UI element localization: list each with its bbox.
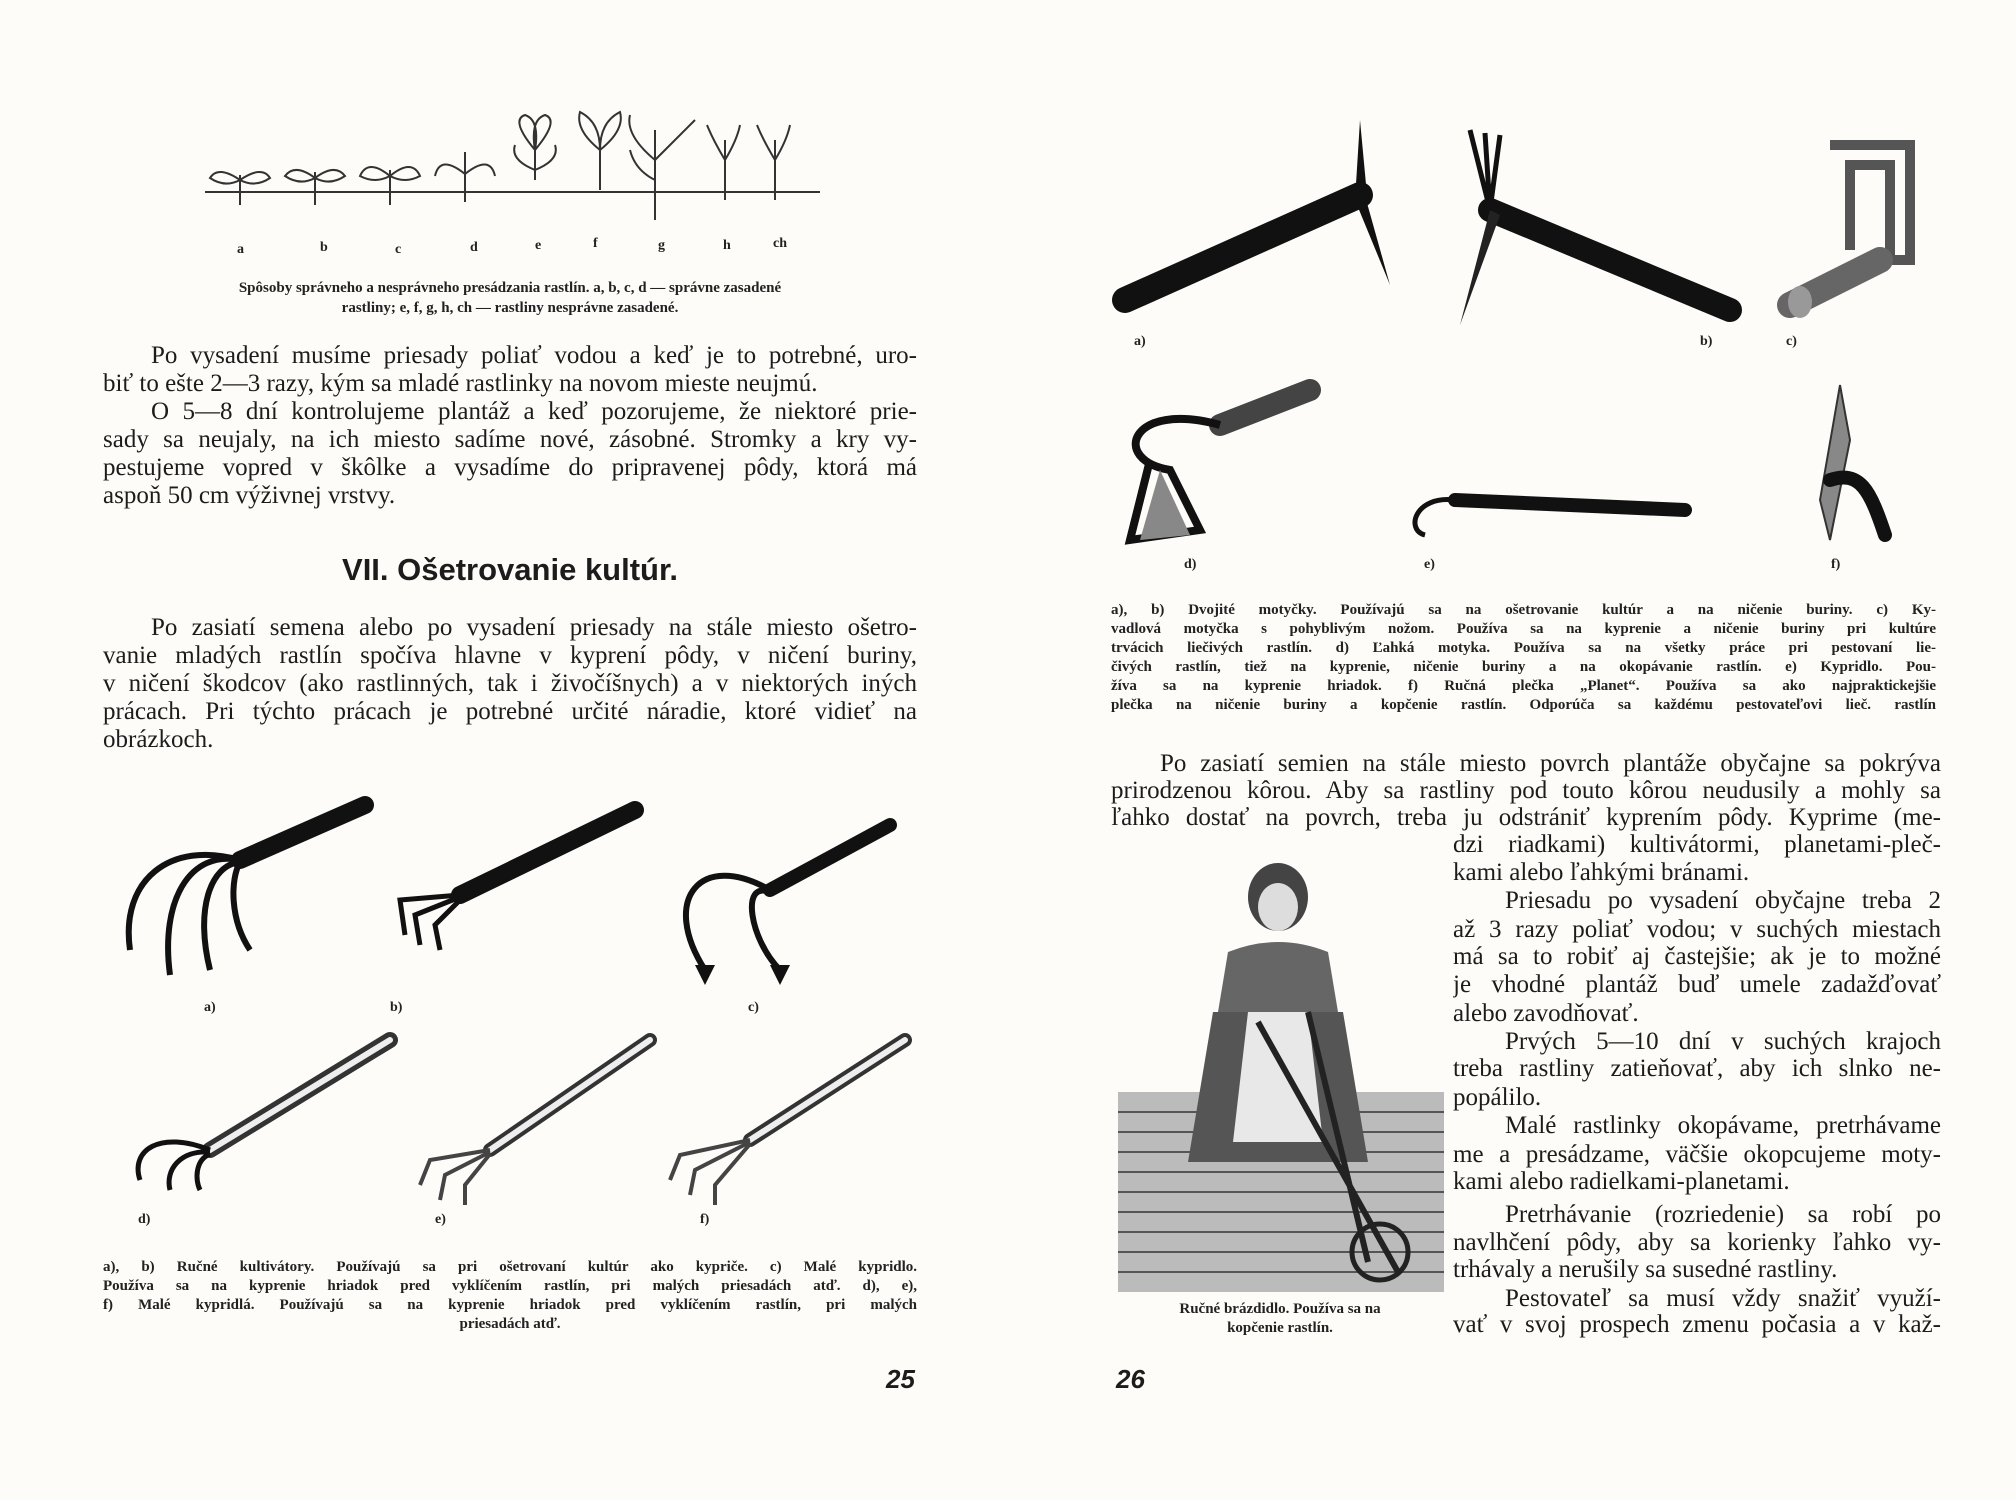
figure-label: c) [748, 1000, 759, 1015]
figure-caption-line: Používa sa na kyprenie hriadok pred vyklíčením rastlín, pri malých priesadách atď. d), e), [103, 1278, 917, 1294]
seedling-label: f [593, 236, 598, 251]
column-line: Malé rastlinky okopávame, pretrhávame [1505, 1112, 1941, 1139]
cultivator-b-illustration [380, 800, 640, 960]
figure-label: a) [204, 1000, 216, 1015]
figure-caption-line: f) Malé kypridlá. Používajú sa na kyprenie hriadok pred vyklíčením rastlín, pri malých [103, 1297, 917, 1313]
cultivator-e-illustration [1395, 480, 1695, 540]
paragraph-line: pestujeme vopred v škôlke a vysadíme do pripravenej pôdy, ktorá má [103, 454, 917, 481]
figure-label: a) [1134, 334, 1146, 349]
seedlings-illustration [200, 110, 830, 260]
paragraph-line: Po zasiatí semien na stále miesto povrch plantáže obyčajne sa pokrýva [1160, 750, 1941, 777]
seedling-label: ch [773, 236, 787, 251]
figure-caption-line: priesadách atď. [459, 1316, 561, 1332]
figure-caption-line: čivých rastlín, tiež na kyprenie, ničenie buriny a na okopávanie rastlín. e) Kypridlo. Pou- [1111, 659, 1936, 675]
column-line: Prvých 5—10 dní v suchých krajoch [1505, 1028, 1941, 1055]
page-number: 26 [1116, 1364, 1145, 1394]
seedling-label: c [395, 242, 402, 257]
paragraph-line: biť to ešte 2—3 razy, kým sa mladé rastlinky na novom mieste neujmú. [103, 370, 818, 397]
small-cultivator-c-illustration [660, 820, 900, 990]
pendulum-hoe-c-illustration [1780, 140, 1930, 315]
seedling-label: g [658, 238, 665, 253]
column-line: alebo zavodňovať. [1453, 1000, 1639, 1027]
planet-hoe-f-illustration [1770, 380, 1920, 550]
column-line: Pretrhávanie (rozriedenie) sa robí po [1505, 1201, 1941, 1228]
figure-label: e) [435, 1212, 446, 1227]
paragraph-line: vanie mladých rastlín spočíva hlavne v kyprení pôdy, v ničení buriny, [103, 642, 917, 669]
column-line: trhávaly a nerušily sa susedné rastliny. [1453, 1256, 1838, 1283]
figure-label: e) [1424, 557, 1435, 572]
small-cultivator-e-illustration [400, 1020, 660, 1210]
seedling-label: a [237, 242, 244, 257]
column-line: má sa to robiť aj častejšie; ak je to možné [1453, 943, 1941, 970]
small-cultivator-f-illustration [660, 1020, 920, 1210]
figure-label: f) [700, 1212, 710, 1227]
woman-with-hand-plough-illustration [1118, 862, 1444, 1294]
column-line: je vhodné plantáž buď umele zadažďovať [1453, 971, 1941, 998]
column-line: Pestovateľ sa musí vždy snažiť využí- [1505, 1285, 1941, 1312]
figure-caption-line: žíva sa na kyprenie hriadok. f) Ručná plečka „Planet“. Používa sa ako najpraktickejšie [1111, 678, 1936, 694]
paragraph-line: v ničení škodcov (ako rastlinných, tak i živočíšnych) a v niektorých iných [103, 670, 917, 697]
column-line: až 3 razy poliať vodou; v suchých miestach [1453, 916, 1941, 943]
figure-label: b) [390, 1000, 403, 1015]
figure-caption-line: vadlová motyčka s pohyblivým nožom. Používa sa na kyprenie a ničenie buriny pri kultúre [1111, 621, 1936, 637]
figure-label: c) [1786, 334, 1797, 349]
column-line: Priesadu po vysadení obyčajne treba 2 [1505, 887, 1941, 914]
column-line: vať v svoj prospech zmenu počasia a v kaž- [1453, 1311, 1941, 1338]
illustration-caption-line: Ručné brázdidlo. Používa sa na [1179, 1301, 1381, 1317]
seedling-label: h [723, 238, 731, 253]
paragraph-line: Po zasiatí semena alebo po vysadení priesady na stále miesto ošetro- [151, 614, 917, 641]
double-hoe-b-illustration [1430, 125, 1750, 325]
column-line: kami alebo radielkami-planetami. [1453, 1168, 1790, 1195]
paragraph-line: Po vysadení musíme priesady poliať vodou a keď je to potrebné, uro- [151, 342, 917, 369]
column-line: dzi riadkami) kultivátormi, planetami-pleč- [1453, 831, 1941, 858]
column-line: kami alebo ľahkými bránami. [1453, 859, 1750, 886]
paragraph-line: obrázkoch. [103, 726, 214, 753]
paragraph-line: ľahko dostať na povrch, treba ju odstrániť kyprením pôdy. Kyprime (me- [1111, 804, 1941, 831]
figure-label: b) [1700, 334, 1713, 349]
figure-caption-line: plečka na ničenie buriny a kopčenie rastlín. Odporúča sa každému pestovateľovi lieč. rastlín [1111, 697, 1936, 713]
seedling-label: d [470, 240, 478, 255]
figure-caption-line: a), b) Ručné kultivátory. Používajú sa pri ošetrovaní kultúr ako kypriče. c) Malé kypridlo. [103, 1259, 917, 1275]
page-number: 25 [886, 1364, 915, 1394]
small-cultivator-d-illustration [110, 1020, 400, 1200]
column-line: treba rastliny zatieňovať, aby ich slnko ne- [1453, 1055, 1941, 1082]
seedling-label: b [320, 240, 328, 255]
column-line: me a presádzame, väčšie okopcujeme moty- [1453, 1141, 1941, 1168]
column-line: navlhčení pôdy, aby sa korienky ľahko vy- [1453, 1229, 1941, 1256]
seedling-caption-line: Spôsoby správneho a nesprávneho presádzania rastlín. a, b, c, d — správne zasadené [238, 280, 782, 296]
figure-label: f) [1831, 557, 1841, 572]
paragraph-line: prirodzenou kôrou. Aby sa rastliny pod touto kôrou neudusily a mohly sa [1111, 777, 1941, 804]
cultivator-a-illustration [110, 800, 380, 990]
figure-caption-line: a), b) Dvojité motyčky. Používajú sa na ošetrovanie kultúr a na ničenie buriny. c) Ky- [1111, 602, 1936, 618]
figure-caption-line: trvácich liečivých rastlín. d) Ľahká motyka. Používa sa na všetky práce pri pestovaní lie- [1111, 640, 1936, 656]
figure-label: d) [1184, 557, 1197, 572]
paragraph-line: sady sa neujaly, na ich miesto sadíme nové, zásobné. Stromky a kry vy- [103, 426, 917, 453]
figure-label: d) [138, 1212, 151, 1227]
seedling-caption-line: rastliny; e, f, g, h, ch — rastliny nesprávne zasadené. [341, 300, 679, 316]
illustration-caption-line: kopčenie rastlín. [1227, 1320, 1333, 1336]
paragraph-line: prácach. Pri týchto prácach je potrebné určité náradie, ktoré vidieť na [103, 698, 917, 725]
double-hoe-a-illustration [1105, 115, 1405, 325]
column-line: popálilo. [1453, 1084, 1542, 1111]
light-hoe-d-illustration [1110, 370, 1330, 550]
paragraph-line: O 5—8 dní kontrolujeme plantáž a keď pozorujeme, že niektoré prie- [151, 398, 917, 425]
seedling-label: e [535, 238, 542, 253]
chapter-heading: VII. Ošetrovanie kultúr. [342, 552, 678, 587]
paragraph-line: aspoň 50 cm výživnej vrstvy. [103, 482, 396, 509]
